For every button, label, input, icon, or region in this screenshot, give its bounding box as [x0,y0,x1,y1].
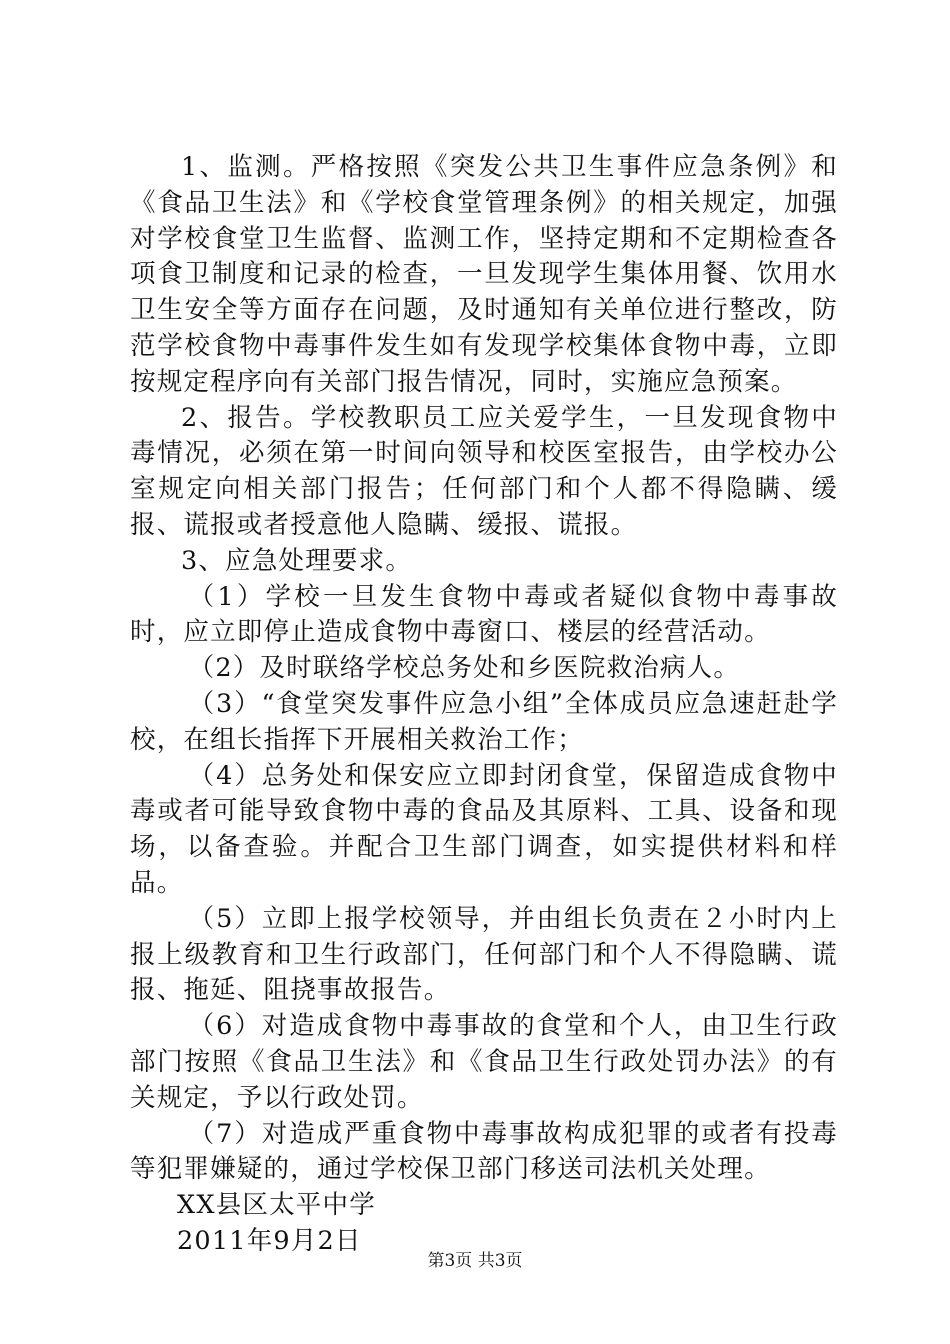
paragraph-monitoring: 1、监测。严格按照《突发公共卫生事件应急条例》和《食品卫生法》和《学校食堂管理条例》的相关规定，加强对学校食堂卫生监督、监测工作，坚持定期和不定期检查各项食卫制度和记录的检查，一旦发现学生集体用餐、饮用水卫生安全等方面存在问题，及时通知有关单位进行整改，防范学校食物中毒事件发生如有发现学校集体食物中毒，立即按规定程序向有关部门报告情况，同时，实施应急预案。 [130,152,838,397]
signature-date: 2011年9月2日 [177,1225,362,1256]
signature-organization: XX县区太平中学 [177,1190,376,1221]
paragraph-item-3: （3）“食堂突发事件应急小组”全体成员应急速赶赴学校，在组长指挥下开展相关救治工作； [130,688,838,755]
paragraph-item-1: （1）学校一旦发生食物中毒或者疑似食物中毒事故时，应立即停止造成食物中毒窗口、楼层的经营活动。 [130,581,838,648]
paragraph-item-7: （7）对造成严重食物中毒事故构成犯罪的或者有投毒等犯罪嫌疑的，通过学校保卫部门移送司法机关处理。 [130,1118,838,1185]
paragraph-item-2: （2）及时联络学校总务处和乡医院救治病人。 [188,653,741,684]
paragraph-item-5: （5）立即上报学校领导，并由组长负责在２小时内上报上级教育和卫生行政部门，任何部门和个人不得隐瞒、谎报、拖延、阻挠事故报告。 [130,903,838,1006]
paragraph-item-6: （6）对造成食物中毒事故的食堂和个人，由卫生行政部门按照《食品卫生法》和《食品卫生行政处罚办法》的有关规定，予以行政处罚。 [130,1011,838,1113]
page-number-footer: 第3页 共3页 [427,1251,523,1271]
document-body [130,150,838,1260]
paragraph-item-4: （4）总务处和保安应立即封闭食堂，保留造成食物中毒或者可能导致食物中毒的食品及其原料、工具、设备和现场，以备查验。并配合卫生部门调查，如实提供材料和样品。 [130,760,838,898]
paragraph-reporting: 2、报告。学校教职员工应关爱学生，一旦发现食物中毒情况，必须在第一时间向领导和校医室报告，由学校办公室规定向相关部门报告；任何部门和个人都不得隐瞒、缓报、谎报或者授意他人隐瞒、缓报、谎报。 [130,402,838,540]
paragraph-emergency-heading: 3、应急处理要求。 [181,545,413,576]
